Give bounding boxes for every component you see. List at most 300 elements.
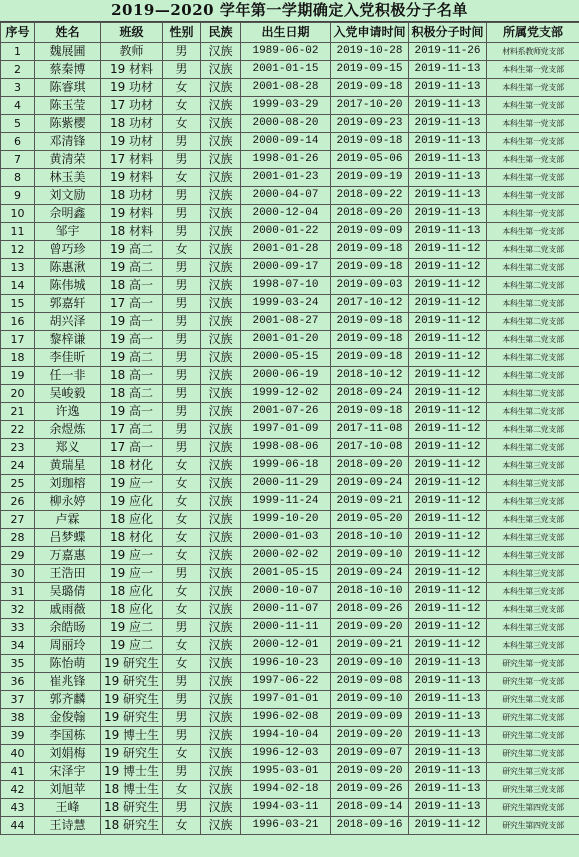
cell-gender[interactable]: 女 [163,493,201,511]
cell-birth-date[interactable]: 2001-08-27 [241,313,331,331]
cell-seq[interactable]: 44 [1,817,35,835]
cell-ethnicity[interactable]: 汉族 [201,115,241,133]
cell-branch[interactable]: 研究生第三党支部 [487,763,579,781]
cell-birth-date[interactable]: 1998-08-06 [241,439,331,457]
cell-seq[interactable]: 20 [1,385,35,403]
cell-application-date[interactable]: 2018-09-22 [331,187,409,205]
cell-seq[interactable]: 18 [1,349,35,367]
cell-activist-date[interactable]: 2019-11-13 [409,691,487,709]
cell-name[interactable]: 胡兴泽 [35,313,101,331]
cell-gender[interactable]: 男 [163,385,201,403]
cell-seq[interactable]: 39 [1,727,35,745]
cell-application-date[interactable]: 2018-09-16 [331,817,409,835]
cell-activist-date[interactable]: 2019-11-12 [409,565,487,583]
cell-gender[interactable]: 女 [163,655,201,673]
cell-gender[interactable]: 男 [163,151,201,169]
cell-birth-date[interactable]: 2001-01-23 [241,169,331,187]
cell-seq[interactable]: 42 [1,781,35,799]
cell-seq[interactable]: 5 [1,115,35,133]
cell-name[interactable]: 刘文励 [35,187,101,205]
cell-activist-date[interactable]: 2019-11-12 [409,457,487,475]
cell-birth-date[interactable]: 2000-11-29 [241,475,331,493]
cell-branch[interactable]: 本科生第三党支部 [487,511,579,529]
cell-seq[interactable]: 15 [1,295,35,313]
cell-gender[interactable]: 男 [163,331,201,349]
cell-application-date[interactable]: 2019-09-09 [331,223,409,241]
cell-ethnicity[interactable]: 汉族 [201,223,241,241]
cell-branch[interactable]: 本科生第一党支部 [487,61,579,79]
cell-class[interactable]: 19 研究生 [101,673,163,691]
cell-ethnicity[interactable]: 汉族 [201,655,241,673]
cell-class[interactable]: 18 博士生 [101,781,163,799]
cell-ethnicity[interactable]: 汉族 [201,403,241,421]
cell-application-date[interactable]: 2018-10-10 [331,529,409,547]
cell-class[interactable]: 18 功材 [101,187,163,205]
cell-class[interactable]: 19 材料 [101,205,163,223]
header-ethnicity[interactable]: 民族 [201,23,241,43]
cell-name[interactable]: 卢霖 [35,511,101,529]
cell-birth-date[interactable]: 1999-03-29 [241,97,331,115]
cell-gender[interactable]: 女 [163,547,201,565]
cell-name[interactable]: 刘娟梅 [35,745,101,763]
cell-class[interactable]: 19 高一 [101,403,163,421]
header-seq[interactable]: 序号 [1,23,35,43]
cell-activist-date[interactable]: 2019-11-12 [409,511,487,529]
cell-class[interactable]: 19 高一 [101,331,163,349]
cell-application-date[interactable]: 2019-09-07 [331,745,409,763]
cell-ethnicity[interactable]: 汉族 [201,313,241,331]
cell-name[interactable]: 蔡秦博 [35,61,101,79]
cell-birth-date[interactable]: 1999-03-24 [241,295,331,313]
cell-ethnicity[interactable]: 汉族 [201,277,241,295]
cell-name[interactable]: 金俊翰 [35,709,101,727]
cell-application-date[interactable]: 2019-09-21 [331,493,409,511]
cell-class[interactable]: 19 博士生 [101,727,163,745]
cell-class[interactable]: 19 材料 [101,169,163,187]
cell-birth-date[interactable]: 2000-04-07 [241,187,331,205]
cell-seq[interactable]: 43 [1,799,35,817]
cell-seq[interactable]: 26 [1,493,35,511]
cell-seq[interactable]: 30 [1,565,35,583]
cell-branch[interactable]: 本科生第二党支部 [487,403,579,421]
cell-branch[interactable]: 本科生第一党支部 [487,169,579,187]
cell-ethnicity[interactable]: 汉族 [201,97,241,115]
cell-birth-date[interactable]: 1994-10-04 [241,727,331,745]
cell-activist-date[interactable]: 2019-11-13 [409,115,487,133]
cell-seq[interactable]: 10 [1,205,35,223]
cell-gender[interactable]: 女 [163,79,201,97]
cell-seq[interactable]: 17 [1,331,35,349]
cell-class[interactable]: 19 高二 [101,259,163,277]
cell-activist-date[interactable]: 2019-11-12 [409,295,487,313]
cell-application-date[interactable]: 2019-09-10 [331,691,409,709]
cell-gender[interactable]: 男 [163,259,201,277]
cell-seq[interactable]: 29 [1,547,35,565]
cell-class[interactable]: 17 高一 [101,439,163,457]
cell-application-date[interactable]: 2017-11-08 [331,421,409,439]
cell-ethnicity[interactable]: 汉族 [201,475,241,493]
cell-class[interactable]: 19 应一 [101,547,163,565]
cell-application-date[interactable]: 2017-10-12 [331,295,409,313]
cell-branch[interactable]: 研究生第四党支部 [487,817,579,835]
cell-ethnicity[interactable]: 汉族 [201,817,241,835]
cell-application-date[interactable]: 2019-09-18 [331,349,409,367]
cell-application-date[interactable]: 2019-09-10 [331,655,409,673]
cell-gender[interactable]: 女 [163,745,201,763]
cell-branch[interactable]: 研究生第三党支部 [487,781,579,799]
cell-birth-date[interactable]: 1997-01-01 [241,691,331,709]
cell-name[interactable]: 郭嘉轩 [35,295,101,313]
cell-birth-date[interactable]: 2000-02-02 [241,547,331,565]
cell-name[interactable]: 宋泽宇 [35,763,101,781]
cell-branch[interactable]: 研究生第二党支部 [487,691,579,709]
cell-ethnicity[interactable]: 汉族 [201,385,241,403]
cell-class[interactable]: 19 应一 [101,475,163,493]
cell-activist-date[interactable]: 2019-11-13 [409,169,487,187]
cell-seq[interactable]: 19 [1,367,35,385]
cell-seq[interactable]: 31 [1,583,35,601]
cell-seq[interactable]: 14 [1,277,35,295]
cell-branch[interactable]: 研究生第一党支部 [487,673,579,691]
cell-name[interactable]: 戚雨薇 [35,601,101,619]
cell-ethnicity[interactable]: 汉族 [201,43,241,61]
cell-application-date[interactable]: 2019-09-18 [331,403,409,421]
cell-gender[interactable]: 女 [163,583,201,601]
cell-birth-date[interactable]: 1999-06-18 [241,457,331,475]
cell-ethnicity[interactable]: 汉族 [201,295,241,313]
cell-name[interactable]: 黄清荣 [35,151,101,169]
cell-name[interactable]: 邹宇 [35,223,101,241]
cell-class[interactable]: 19 应二 [101,637,163,655]
cell-birth-date[interactable]: 1994-03-11 [241,799,331,817]
cell-application-date[interactable]: 2019-09-15 [331,61,409,79]
cell-name[interactable]: 陈怡萌 [35,655,101,673]
cell-ethnicity[interactable]: 汉族 [201,187,241,205]
cell-activist-date[interactable]: 2019-11-13 [409,781,487,799]
cell-ethnicity[interactable]: 汉族 [201,331,241,349]
cell-class[interactable]: 19 高二 [101,241,163,259]
cell-ethnicity[interactable]: 汉族 [201,547,241,565]
cell-activist-date[interactable]: 2019-11-12 [409,349,487,367]
cell-class[interactable]: 18 材料 [101,223,163,241]
cell-class[interactable]: 17 功材 [101,97,163,115]
cell-branch[interactable]: 本科生第三党支部 [487,601,579,619]
cell-branch[interactable]: 本科生第二党支部 [487,385,579,403]
cell-gender[interactable]: 男 [163,799,201,817]
cell-seq[interactable]: 4 [1,97,35,115]
cell-ethnicity[interactable]: 汉族 [201,205,241,223]
cell-birth-date[interactable]: 2000-09-17 [241,259,331,277]
cell-activist-date[interactable]: 2019-11-13 [409,97,487,115]
cell-name[interactable]: 陈睿琪 [35,79,101,97]
cell-class[interactable]: 19 博士生 [101,763,163,781]
cell-seq[interactable]: 6 [1,133,35,151]
cell-branch[interactable]: 本科生第三党支部 [487,475,579,493]
cell-seq[interactable]: 21 [1,403,35,421]
cell-activist-date[interactable]: 2019-11-13 [409,133,487,151]
cell-activist-date[interactable]: 2019-11-13 [409,187,487,205]
cell-application-date[interactable]: 2019-09-21 [331,637,409,655]
cell-class[interactable]: 18 高二 [101,385,163,403]
cell-application-date[interactable]: 2019-09-18 [331,133,409,151]
cell-birth-date[interactable]: 2000-08-20 [241,115,331,133]
cell-activist-date[interactable]: 2019-11-13 [409,205,487,223]
cell-activist-date[interactable]: 2019-11-13 [409,655,487,673]
cell-seq[interactable]: 40 [1,745,35,763]
cell-seq[interactable]: 37 [1,691,35,709]
cell-birth-date[interactable]: 1998-07-10 [241,277,331,295]
cell-name[interactable]: 邓清锋 [35,133,101,151]
cell-activist-date[interactable]: 2019-11-26 [409,43,487,61]
cell-name[interactable]: 余煜炼 [35,421,101,439]
cell-activist-date[interactable]: 2019-11-12 [409,331,487,349]
cell-class[interactable]: 19 研究生 [101,745,163,763]
cell-branch[interactable]: 本科生第二党支部 [487,421,579,439]
cell-application-date[interactable]: 2019-09-26 [331,781,409,799]
cell-gender[interactable]: 女 [163,601,201,619]
cell-class[interactable]: 17 高一 [101,295,163,313]
cell-class[interactable]: 19 高一 [101,313,163,331]
cell-class[interactable]: 18 材化 [101,529,163,547]
cell-branch[interactable]: 本科生第二党支部 [487,295,579,313]
cell-branch[interactable]: 本科生第三党支部 [487,529,579,547]
cell-gender[interactable]: 男 [163,349,201,367]
cell-birth-date[interactable]: 1999-10-20 [241,511,331,529]
cell-branch[interactable]: 研究生第四党支部 [487,799,579,817]
cell-name[interactable]: 万嘉惠 [35,547,101,565]
cell-ethnicity[interactable]: 汉族 [201,691,241,709]
cell-application-date[interactable]: 2019-09-18 [331,79,409,97]
cell-activist-date[interactable]: 2019-11-13 [409,61,487,79]
cell-birth-date[interactable]: 1994-02-18 [241,781,331,799]
cell-gender[interactable]: 女 [163,97,201,115]
cell-activist-date[interactable]: 2019-11-13 [409,727,487,745]
cell-branch[interactable]: 本科生第三党支部 [487,583,579,601]
cell-activist-date[interactable]: 2019-11-13 [409,79,487,97]
cell-class[interactable]: 18 应化 [101,511,163,529]
cell-class[interactable]: 17 高二 [101,421,163,439]
cell-branch[interactable]: 本科生第三党支部 [487,547,579,565]
cell-gender[interactable]: 女 [163,511,201,529]
cell-class[interactable]: 19 功材 [101,79,163,97]
cell-class[interactable]: 19 功材 [101,133,163,151]
cell-birth-date[interactable]: 2000-01-03 [241,529,331,547]
cell-gender[interactable]: 女 [163,817,201,835]
cell-ethnicity[interactable]: 汉族 [201,133,241,151]
cell-activist-date[interactable]: 2019-11-12 [409,475,487,493]
cell-seq[interactable]: 41 [1,763,35,781]
cell-seq[interactable]: 22 [1,421,35,439]
cell-branch[interactable]: 本科生第一党支部 [487,223,579,241]
cell-gender[interactable]: 男 [163,133,201,151]
cell-seq[interactable]: 25 [1,475,35,493]
cell-ethnicity[interactable]: 汉族 [201,763,241,781]
cell-class[interactable]: 18 高一 [101,367,163,385]
cell-branch[interactable]: 本科生第二党支部 [487,259,579,277]
cell-birth-date[interactable]: 1996-02-08 [241,709,331,727]
cell-ethnicity[interactable]: 汉族 [201,169,241,187]
cell-gender[interactable]: 男 [163,187,201,205]
cell-name[interactable]: 任一非 [35,367,101,385]
cell-ethnicity[interactable]: 汉族 [201,457,241,475]
cell-application-date[interactable]: 2019-09-08 [331,673,409,691]
cell-application-date[interactable]: 2019-05-06 [331,151,409,169]
cell-gender[interactable]: 女 [163,637,201,655]
cell-branch[interactable]: 本科生第三党支部 [487,637,579,655]
cell-seq[interactable]: 35 [1,655,35,673]
header-birth-date[interactable]: 出生日期 [241,23,331,43]
cell-class[interactable]: 18 研究生 [101,817,163,835]
cell-activist-date[interactable]: 2019-11-13 [409,709,487,727]
header-activist-date[interactable]: 积极分子时间 [409,23,487,43]
cell-class[interactable]: 18 应化 [101,583,163,601]
cell-seq[interactable]: 7 [1,151,35,169]
cell-branch[interactable]: 本科生第二党支部 [487,439,579,457]
cell-seq[interactable]: 24 [1,457,35,475]
cell-name[interactable]: 周丽玲 [35,637,101,655]
cell-ethnicity[interactable]: 汉族 [201,583,241,601]
cell-branch[interactable]: 研究生第一党支部 [487,655,579,673]
cell-birth-date[interactable]: 1997-06-22 [241,673,331,691]
cell-gender[interactable]: 男 [163,439,201,457]
cell-branch[interactable]: 本科生第三党支部 [487,619,579,637]
cell-name[interactable]: 王浩田 [35,565,101,583]
cell-class[interactable]: 19 研究生 [101,655,163,673]
cell-branch[interactable]: 本科生第一党支部 [487,133,579,151]
cell-name[interactable]: 魏展圃 [35,43,101,61]
cell-activist-date[interactable]: 2019-11-13 [409,673,487,691]
cell-name[interactable]: 黄瑞星 [35,457,101,475]
cell-seq[interactable]: 27 [1,511,35,529]
cell-birth-date[interactable]: 2000-10-07 [241,583,331,601]
cell-seq[interactable]: 33 [1,619,35,637]
cell-birth-date[interactable]: 2001-01-20 [241,331,331,349]
cell-branch[interactable]: 本科生第二党支部 [487,331,579,349]
cell-birth-date[interactable]: 2000-05-15 [241,349,331,367]
cell-name[interactable]: 李佳昕 [35,349,101,367]
cell-ethnicity[interactable]: 汉族 [201,151,241,169]
cell-seq[interactable]: 28 [1,529,35,547]
cell-activist-date[interactable]: 2019-11-12 [409,313,487,331]
cell-seq[interactable]: 23 [1,439,35,457]
cell-branch[interactable]: 本科生第二党支部 [487,349,579,367]
cell-class[interactable]: 17 材料 [101,151,163,169]
cell-birth-date[interactable]: 2000-11-07 [241,601,331,619]
cell-ethnicity[interactable]: 汉族 [201,511,241,529]
cell-gender[interactable]: 男 [163,727,201,745]
cell-branch[interactable]: 本科生第二党支部 [487,367,579,385]
cell-ethnicity[interactable]: 汉族 [201,637,241,655]
cell-birth-date[interactable]: 1999-12-02 [241,385,331,403]
cell-birth-date[interactable]: 2000-01-22 [241,223,331,241]
cell-ethnicity[interactable]: 汉族 [201,79,241,97]
cell-name[interactable]: 吴峻毅 [35,385,101,403]
cell-seq[interactable]: 38 [1,709,35,727]
cell-gender[interactable]: 男 [163,43,201,61]
cell-branch[interactable]: 本科生第三党支部 [487,493,579,511]
cell-class[interactable]: 18 研究生 [101,799,163,817]
cell-name[interactable]: 吕梦蝶 [35,529,101,547]
header-branch[interactable]: 所属党支部 [487,23,579,43]
cell-gender[interactable]: 男 [163,691,201,709]
cell-gender[interactable]: 女 [163,529,201,547]
cell-seq[interactable]: 36 [1,673,35,691]
cell-ethnicity[interactable]: 汉族 [201,493,241,511]
cell-birth-date[interactable]: 2000-12-04 [241,205,331,223]
cell-seq[interactable]: 12 [1,241,35,259]
cell-application-date[interactable]: 2019-09-03 [331,277,409,295]
cell-activist-date[interactable]: 2019-11-12 [409,817,487,835]
cell-class[interactable]: 18 高一 [101,277,163,295]
cell-name[interactable]: 黎梓谦 [35,331,101,349]
cell-activist-date[interactable]: 2019-11-13 [409,763,487,781]
cell-name[interactable]: 刘珈榕 [35,475,101,493]
cell-activist-date[interactable]: 2019-11-12 [409,637,487,655]
cell-gender[interactable]: 男 [163,763,201,781]
cell-name[interactable]: 陈紫樱 [35,115,101,133]
cell-name[interactable]: 林玉美 [35,169,101,187]
cell-gender[interactable]: 女 [163,169,201,187]
cell-activist-date[interactable]: 2019-11-12 [409,367,487,385]
cell-seq[interactable]: 9 [1,187,35,205]
cell-branch[interactable]: 本科生第一党支部 [487,97,579,115]
cell-gender[interactable]: 男 [163,673,201,691]
cell-application-date[interactable]: 2018-09-20 [331,205,409,223]
cell-class[interactable]: 19 材料 [101,61,163,79]
cell-gender[interactable]: 男 [163,709,201,727]
cell-birth-date[interactable]: 2001-01-28 [241,241,331,259]
cell-branch[interactable]: 本科生第一党支部 [487,151,579,169]
cell-branch[interactable]: 本科生第一党支部 [487,115,579,133]
cell-branch[interactable]: 研究生第二党支部 [487,709,579,727]
cell-name[interactable]: 佘明鑫 [35,205,101,223]
cell-activist-date[interactable]: 2019-11-12 [409,529,487,547]
cell-class[interactable]: 18 材化 [101,457,163,475]
cell-class[interactable]: 18 应化 [101,601,163,619]
cell-application-date[interactable]: 2019-09-18 [331,259,409,277]
cell-birth-date[interactable]: 1996-12-03 [241,745,331,763]
cell-birth-date[interactable]: 2001-05-15 [241,565,331,583]
cell-branch[interactable]: 本科生第一党支部 [487,79,579,97]
cell-activist-date[interactable]: 2019-11-13 [409,799,487,817]
cell-class[interactable]: 19 高二 [101,349,163,367]
cell-gender[interactable]: 男 [163,61,201,79]
cell-application-date[interactable]: 2017-10-08 [331,439,409,457]
cell-name[interactable]: 陈伟城 [35,277,101,295]
cell-branch[interactable]: 本科生第二党支部 [487,277,579,295]
cell-gender[interactable]: 男 [163,277,201,295]
cell-seq[interactable]: 3 [1,79,35,97]
cell-name[interactable]: 李国栋 [35,727,101,745]
cell-birth-date[interactable]: 2001-07-26 [241,403,331,421]
cell-gender[interactable]: 男 [163,421,201,439]
cell-ethnicity[interactable]: 汉族 [201,781,241,799]
cell-seq[interactable]: 2 [1,61,35,79]
cell-activist-date[interactable]: 2019-11-13 [409,151,487,169]
cell-application-date[interactable]: 2019-09-24 [331,475,409,493]
cell-seq[interactable]: 32 [1,601,35,619]
cell-activist-date[interactable]: 2019-11-12 [409,583,487,601]
cell-name[interactable]: 崔兆锋 [35,673,101,691]
cell-name[interactable]: 王峰 [35,799,101,817]
cell-ethnicity[interactable]: 汉族 [201,745,241,763]
cell-name[interactable]: 刘旭苹 [35,781,101,799]
cell-application-date[interactable]: 2018-09-14 [331,799,409,817]
cell-name[interactable]: 曾巧珍 [35,241,101,259]
cell-class[interactable]: 19 研究生 [101,709,163,727]
header-name[interactable]: 姓名 [35,23,101,43]
cell-application-date[interactable]: 2019-10-28 [331,43,409,61]
